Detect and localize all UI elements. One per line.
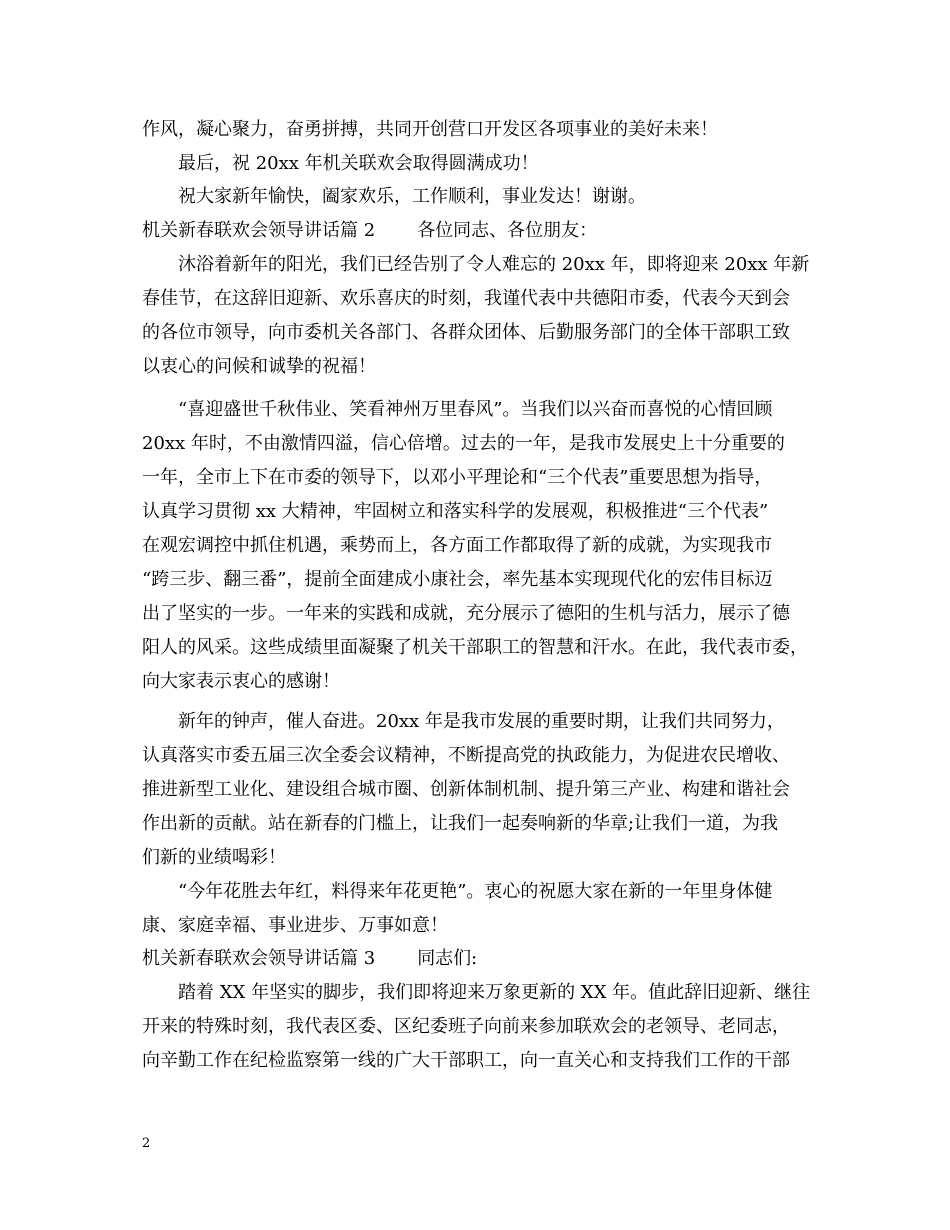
section-heading: 机关新春联欢会领导讲话篇 3 xyxy=(142,948,376,969)
text-line: 作出新的贡献。站在新春的门槛上，让我们一起奏响新的华章;让我们一道，为我 xyxy=(142,813,779,834)
text-line: “跨三步、翻三番”，提前全面建成小康社会，率先基本实现现代化的宏伟目标迈 xyxy=(142,569,773,590)
text-line: 春佳节，在这辞旧迎新、欢乐喜庆的时刻，我谨代表中共德阳市委，代表今天到会 xyxy=(142,288,790,309)
page-number: 2 xyxy=(142,1136,151,1151)
text-line: 康、家庭幸福、事业进步、万事如意！ xyxy=(142,915,448,936)
text-line: 阳人的风采。这些成绩里面凝聚了机关干部职工的智慧和汗水。在此，我代表市委， xyxy=(142,637,808,658)
text-line: 沐浴着新年的阳光，我们已经告别了令人难忘的 20xx 年，即将迎来 20xx 年新 xyxy=(178,254,810,275)
text-line: 祝大家新年愉快，阖家欢乐，工作顺利，事业发达！谢谢。 xyxy=(178,186,646,207)
greeting: 各位同志、各位朋友： xyxy=(417,220,598,241)
text-line: 认真学习贯彻 xx 大精神，牢固树立和落实科学的发展观，积极推进“三个代表” xyxy=(142,501,769,522)
text-line: 向辛勤工作在纪检监察第一线的广大干部职工，向一直关心和支持我们工作的干部 xyxy=(142,1050,790,1071)
text-line: 踏着 XX 年坚实的脚步，我们即将迎来万象更新的 XX 年。值此辞旧迎新、继往 xyxy=(178,982,811,1003)
text-line: 新年的钟声，催人奋进。20xx 年是我市发展的重要时期，让我们共同努力， xyxy=(178,711,785,732)
text-line: 以衷心的问候和诚挚的祝福！ xyxy=(142,356,376,377)
greeting: 同志们: xyxy=(417,948,478,969)
text-line: 一年，全市上下在市委的领导下，以邓小平理论和“三个代表”重要思想为指导， xyxy=(142,467,773,488)
text-line: 的各位市领导，向市委机关各部门、各群众团体、后勤服务部门的全体干部职工致 xyxy=(142,322,790,343)
section-heading: 机关新春联欢会领导讲话篇 2 xyxy=(142,220,376,241)
text-line: “喜迎盛世千秋伟业、笑看神州万里春风”。当我们以兴奋而喜悦的心情回顾 xyxy=(178,399,773,420)
text-line: 们新的业绩喝彩！ xyxy=(142,847,286,868)
text-line: 开来的特殊时刻，我代表区委、区纪委班子向前来参加联欢会的老领导、老同志， xyxy=(142,1016,790,1037)
text-line: 在观宏调控中抓住机遇，乘势而上，各方面工作都取得了新的成就，为实现我市 xyxy=(142,535,772,556)
section-heading-line xyxy=(142,220,597,242)
section-heading-line xyxy=(142,948,477,970)
text-line: 向大家表示衷心的感谢！ xyxy=(142,671,340,692)
text-line: 出了坚实的一步。一年来的实践和成就，充分展示了德阳的生机与活力，展示了德 xyxy=(142,603,790,624)
text-line: 认真落实市委五届三次全委会议精神，不断提高党的执政能力，为促进农民增收、 xyxy=(142,745,790,766)
text-line: “今年花胜去年红，料得来年花更艳”。衷心的祝愿大家在新的一年里身体健 xyxy=(178,881,773,902)
text-line: 作风，凝心聚力，奋勇拼搏，共同开创营口开发区各项事业的美好未来！ xyxy=(142,119,718,140)
text-line: 推进新型工业化、建设组合城市圈、创新体制机制、提升第三产业、构建和谐社会 xyxy=(142,779,790,800)
text-line: 20xx 年时，不由激情四溢，信心倍增。过去的一年，是我市发展史上十分重要的 xyxy=(142,433,785,454)
text-line: 最后，祝 20xx 年机关联欢会取得圆满成功！ xyxy=(178,153,539,174)
